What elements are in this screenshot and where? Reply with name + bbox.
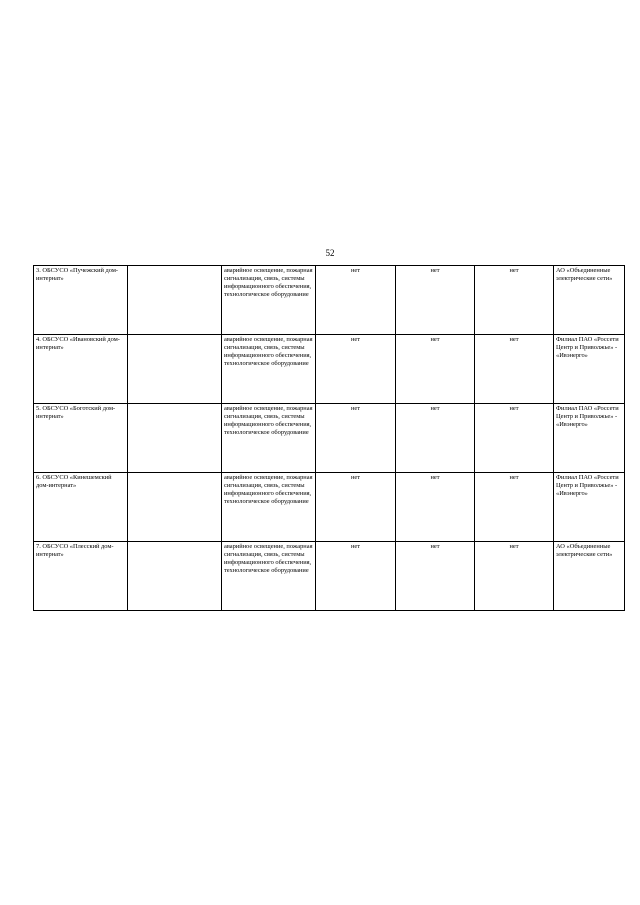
institution-cell: 6. ОБСУСО «Кинешемский дом-интернат» bbox=[34, 473, 128, 542]
value-cell: нет bbox=[316, 335, 396, 404]
supplier-cell: АО «Объединенные электрические сети» bbox=[554, 542, 625, 611]
empty-cell bbox=[128, 473, 222, 542]
supplier-cell: АО «Объединенные электрические сети» bbox=[554, 266, 625, 335]
value-cell: нет bbox=[316, 404, 396, 473]
value-cell: нет bbox=[396, 404, 475, 473]
value-cell: нет bbox=[475, 473, 554, 542]
value-cell: нет bbox=[396, 335, 475, 404]
institution-cell: 3. ОБСУСО «Пучежский дом-интернат» bbox=[34, 266, 128, 335]
supplier-cell: Филиал ПАО «Россети Центр и Приволжье» - «Ивэнерго» bbox=[554, 473, 625, 542]
value-cell: нет bbox=[396, 266, 475, 335]
value-cell: нет bbox=[475, 542, 554, 611]
systems-cell: аварийное освещение, пожарная сигнализация, связь, системы информационного обеспечения, технологическое оборудование bbox=[222, 473, 316, 542]
value-cell: нет bbox=[475, 335, 554, 404]
table-row bbox=[34, 473, 625, 542]
value-cell: нет bbox=[316, 473, 396, 542]
empty-cell bbox=[128, 266, 222, 335]
value-cell: нет bbox=[475, 404, 554, 473]
value-cell: нет bbox=[396, 473, 475, 542]
page-number: 52 bbox=[325, 248, 335, 258]
value-cell: нет bbox=[475, 266, 554, 335]
systems-cell: аварийное освещение, пожарная сигнализация, связь, системы информационного обеспечения, технологическое оборудование bbox=[222, 542, 316, 611]
value-cell: нет bbox=[316, 266, 396, 335]
supplier-cell: Филиал ПАО «Россети Центр и Приволжье» - «Ивэнерго» bbox=[554, 335, 625, 404]
empty-cell bbox=[128, 335, 222, 404]
table-row bbox=[34, 542, 625, 611]
empty-cell bbox=[128, 404, 222, 473]
table-row bbox=[34, 404, 625, 473]
systems-cell: аварийное освещение, пожарная сигнализация, связь, системы информационного обеспечения, технологическое оборудование bbox=[222, 335, 316, 404]
empty-cell bbox=[128, 542, 222, 611]
table-row bbox=[34, 266, 625, 335]
systems-cell: аварийное освещение, пожарная сигнализация, связь, системы информационного обеспечения, технологическое оборудование bbox=[222, 266, 316, 335]
table-row bbox=[34, 335, 625, 404]
institution-cell: 5. ОБСУСО «Боготский дом-интернат» bbox=[34, 404, 128, 473]
facilities-table bbox=[33, 265, 625, 611]
systems-cell: аварийное освещение, пожарная сигнализация, связь, системы информационного обеспечения, технологическое оборудование bbox=[222, 404, 316, 473]
supplier-cell: Филиал ПАО «Россети Центр и Приволжье» - «Ивэнерго» bbox=[554, 404, 625, 473]
value-cell: нет bbox=[396, 542, 475, 611]
institution-cell: 7. ОБСУСО «Плесский дом-интернат» bbox=[34, 542, 128, 611]
value-cell: нет bbox=[316, 542, 396, 611]
institution-cell: 4. ОБСУСО «Ивановский дом-интернат» bbox=[34, 335, 128, 404]
